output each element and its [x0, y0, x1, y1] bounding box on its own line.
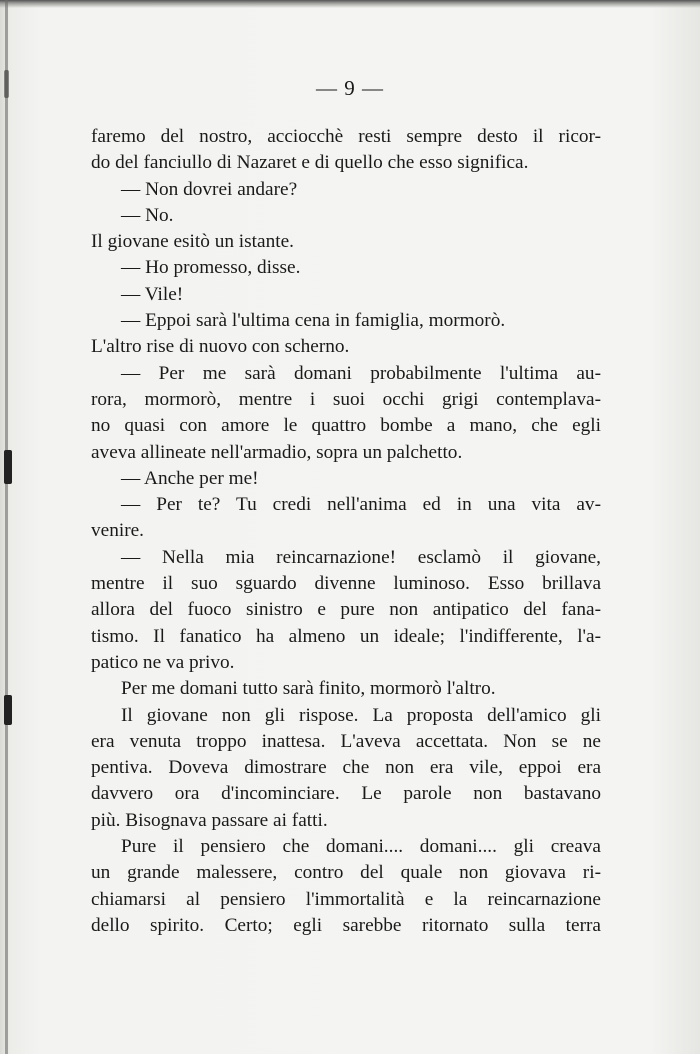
text-line: patico ne va privo. — [91, 651, 235, 673]
text-line: Per me domani tutto sarà finito, mormorò l'altro. — [121, 678, 496, 700]
page-top-edge — [0, 0, 700, 8]
text-line: allora del fuoco sinistro e pure non antipatico del fana- — [91, 599, 601, 621]
text-line: rora, mormorò, mentre i suoi occhi grigi contemplava- — [91, 388, 601, 410]
binding-mark — [4, 450, 12, 484]
text-line: — Vile! — [121, 283, 184, 305]
text-line: faremo del nostro, acciocchè resti sempre desto il ricor- — [91, 126, 601, 147]
text-line: più. Bisognava passare ai fatti. — [91, 809, 328, 831]
text-line: — Per te? Tu credi nell'anima ed in una vita av- — [121, 494, 601, 516]
text-line: Il giovane esitò un istante. — [91, 231, 294, 253]
page-binding-edge — [5, 0, 8, 1054]
text-line: — Anche per me! — [121, 467, 259, 489]
text-line: — Nella mia reincarnazione! esclamò il giovane, — [121, 546, 601, 568]
text-line: venire. — [91, 520, 144, 542]
text-line: era venuta troppo inattesa. L'aveva accettata. Non se ne — [91, 730, 601, 752]
text-line: aveva allineate nell'armadio, sopra un palchetto. — [91, 441, 463, 463]
text-line: no quasi con amore le quattro bombe a mano, che egli — [91, 415, 601, 437]
text-line: do del fanciullo di Nazaret e di quello che esso significa. — [91, 152, 529, 174]
text-line: — Eppoi sarà l'ultima cena in famiglia, mormorò. — [121, 310, 506, 332]
text-line: Pure il pensiero che domani.... domani.... gli creava — [121, 836, 601, 858]
body-text — [91, 124, 601, 939]
text-line: L'altro rise di nuovo con scherno. — [91, 336, 350, 358]
text-line: chiamarsi al pensiero l'immortalità e la reincarnazione — [91, 888, 601, 910]
text-line: — No. — [121, 204, 174, 226]
text-line: tismo. Il fanatico ha almeno un ideale; l'indifferente, l'a- — [91, 625, 601, 647]
binding-mark — [4, 695, 12, 725]
text-line: Il giovane non gli rispose. La proposta dell'amico gli — [121, 704, 601, 726]
text-line: — Non dovrei andare? — [121, 178, 298, 200]
text-line: — Per me sarà domani probabilmente l'ultima au- — [121, 362, 601, 384]
text-line: pentiva. Doveva dimostrare che non era vile, eppoi era — [91, 757, 601, 779]
text-line: dello spirito. Certo; egli sarebbe ritornato sulla terra — [91, 914, 601, 936]
text-line: — Ho promesso, disse. — [121, 257, 301, 279]
text-line: un grande malessere, contro del quale non giovava ri- — [91, 862, 601, 884]
text-line: mentre il suo sguardo divenne luminoso. Esso brillava — [91, 573, 601, 595]
page-number: — 9 — — [316, 76, 384, 100]
text-line: davvero ora d'incominciare. Le parole non bastavano — [91, 783, 601, 805]
